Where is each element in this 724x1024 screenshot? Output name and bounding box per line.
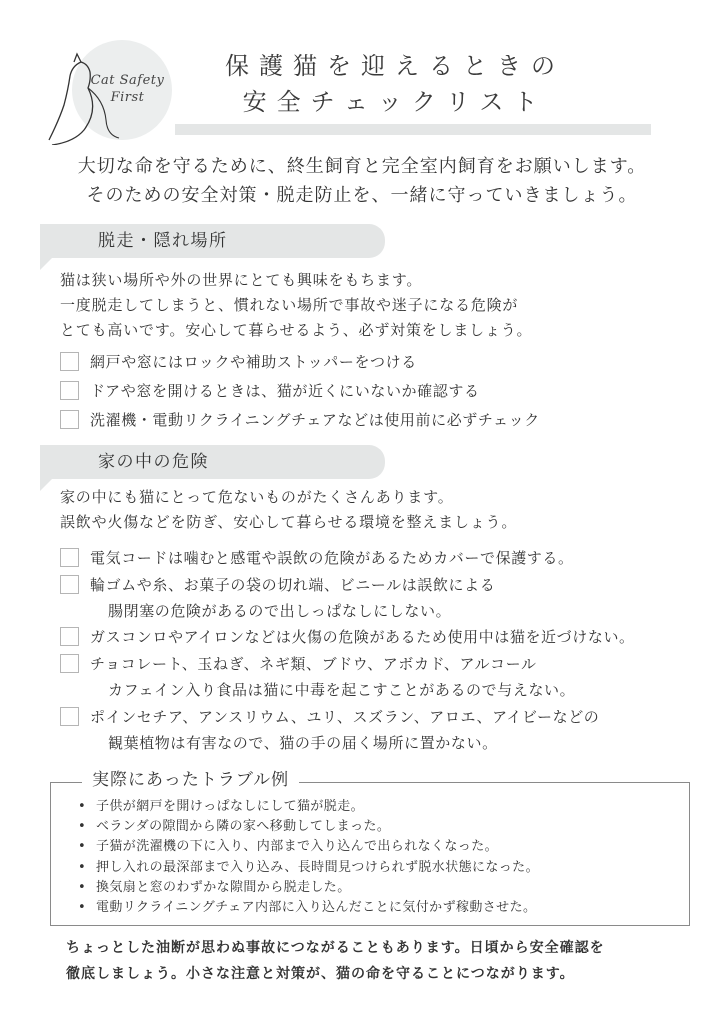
checkbox[interactable] (60, 381, 79, 400)
checklist-item-label-cont: カフェイン入り食品は猫に中毒を起こすことがあるので与えない。 (108, 681, 576, 699)
checklist-item-label: 洗濯機・電動リクライニングチェアなどは使用前に必ずチェック (90, 411, 540, 429)
checklist-item[interactable] (60, 545, 705, 571)
section-heading-escape (40, 224, 385, 258)
description-line: 一度脱走してしまうと、慣れない場所で事故や迷子になる危険が (60, 296, 519, 314)
closing-line-2: 徹底しましょう。小さな注意と対策が、猫の命を守ることにつながります。 (66, 966, 575, 982)
checklist-item-label: ポインセチア、アンスリウム、ユリ、スズラン、アロエ、アイビーなどの (90, 708, 600, 726)
checklist-item[interactable] (60, 349, 705, 375)
section-heading-label: 家の中の危険 (98, 452, 209, 472)
logo (44, 40, 179, 140)
closing-line-1: ちょっとした油断が思わぬ事故につながることもあります。日頃から安全確認を (66, 940, 605, 956)
list-item: • 子供が網戸を開けっぱなしにして猫が脱走。 (78, 797, 683, 817)
checklist-item-label: 電気コードは噛むと感電や誤飲の危険があるためカバーで保護する。 (90, 549, 574, 567)
checklist-item-label: 輪ゴムや糸、お菓子の袋の切れ端、ビニールは誤飲による (90, 576, 496, 594)
section-heading-label: 脱走・隠れ場所 (98, 231, 228, 251)
checklist-item-label: ドアや窓を開けるときは、猫が近くにいないか確認する (90, 382, 480, 400)
checklist-item-label: ガスコンロやアイロンなどは火傷の危険があるため使用中は猫を近づけない。 (90, 628, 635, 646)
intro-text (20, 152, 704, 210)
checkbox[interactable] (60, 548, 79, 567)
list-item: • 電動リクライニングチェア内部に入り込んだことに気付かず稼動させた。 (78, 898, 683, 918)
title-line-1: 保護猫を迎えるときの (225, 52, 565, 80)
trouble-examples-title: 実際にあったトラブル例 (82, 767, 299, 793)
checklist-item[interactable] (60, 378, 705, 404)
list-item: • ベランダの隙間から隣の家へ移動してしまった。 (78, 817, 683, 837)
title-underline-bar (175, 124, 651, 135)
title-line-2: 安全チェックリスト (242, 88, 548, 116)
checklist-item-label-cont: 観葉植物は有害なので、猫の手の届く場所に置かない。 (108, 734, 498, 752)
checkbox[interactable] (60, 707, 79, 726)
checklist-item[interactable] (60, 572, 705, 624)
logo-line-2: First (110, 90, 145, 105)
description-line: とても高いです。安心して暮らせるよう、必ず対策をしましょう。 (60, 321, 533, 339)
checkbox[interactable] (60, 654, 79, 673)
checklist-item-label-cont: 腸閉塞の危険があるので出しっぱなしにしない。 (108, 602, 452, 620)
intro-line-1: 大切な命を守るために、終生飼育と完全室内飼育をお願いします。 (77, 156, 647, 177)
closing-message (66, 935, 706, 987)
logo-line-1: Cat Safety (90, 73, 165, 88)
page-title (190, 48, 600, 120)
trouble-examples-list (78, 797, 683, 918)
checkbox[interactable] (60, 410, 79, 429)
checklist-item[interactable] (60, 624, 705, 650)
list-item: • 押し入れの最深部まで入り込み、長時間見つけられず脱水状態になった。 (78, 858, 683, 878)
section-heading-home-hazards (40, 445, 385, 479)
intro-line-2: そのための安全対策・脱走防止を、一緒に守っていきましょう。 (86, 185, 638, 206)
checkbox[interactable] (60, 352, 79, 371)
checklist-item[interactable] (60, 704, 705, 756)
checklist-item-label: チョコレート、玉ねぎ、ネギ類、ブドウ、アボカド、アルコール (90, 655, 537, 673)
description-line: 誤飲や火傷などを防ぎ、安心して暮らせる環境を整えましょう。 (60, 513, 518, 531)
checkbox[interactable] (60, 627, 79, 646)
checkbox[interactable] (60, 575, 79, 594)
list-item: • 子猫が洗濯機の下に入り、内部まで入り込んで出られなくなった。 (78, 837, 683, 857)
section-hazards-description (60, 485, 700, 535)
list-item: • 換気扇と窓のわずかな隙間から脱走した。 (78, 878, 683, 898)
logo-text (80, 72, 175, 106)
description-line: 猫は狭い場所や外の世界にとても興味をもちます。 (60, 271, 423, 289)
checklist-item-label: 網戸や窓にはロックや補助ストッパーをつける (90, 353, 417, 371)
checklist-item[interactable] (60, 651, 705, 703)
checklist-item[interactable] (60, 407, 705, 433)
section-escape-description (60, 268, 700, 343)
description-line: 家の中にも猫にとって危ないものがたくさんあります。 (60, 488, 454, 506)
